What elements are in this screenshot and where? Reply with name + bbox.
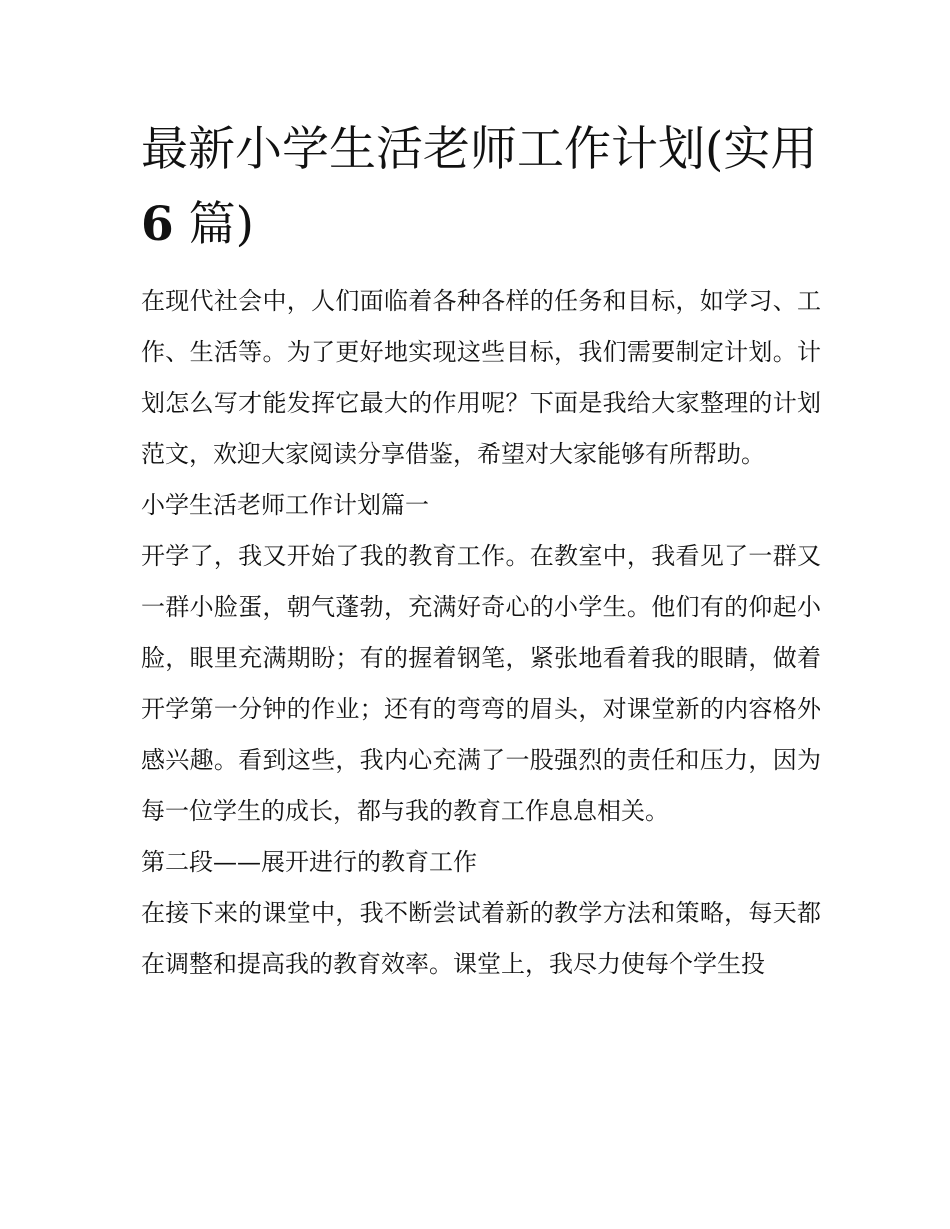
intro-paragraph: 在现代社会中，人们面临着各种各样的任务和目标，如学习、工作、生活等。为了更好地实现这些目标，我们需要制定计划。计划怎么写才能发挥它最大的作用呢？下面是我给大家整理的计划范文，欢迎大家阅读分享借鉴，希望对大家能够有所帮助。 <box>141 287 821 468</box>
section-heading-1: 小学生活老师工作计划篇一 <box>141 491 429 519</box>
document-title <box>141 112 821 262</box>
title-text-part1: 最新小学生活老师工作计划(实用 <box>141 122 818 177</box>
body-paragraph-1: 开学了，我又开始了我的教育工作。在教室中，我看见了一群又一群小脸蛋，朝气蓬勃，充满好奇心的小学生。他们有的仰起小脸，眼里充满期盼；有的握着钢笔，紧张地看着我的眼睛，做着开学第一分钟的作业；还有的弯弯的眉头，对课堂新的内容格外感兴趣。看到这些，我内心充满了一股强烈的责任和压力，因为每一位学生的成长，都与我的教育工作息息相关。 <box>141 542 821 825</box>
body-paragraph-2: 在接下来的课堂中，我不断尝试着新的教学方法和策略，每天都在调整和提高我的教育效率。课堂上，我尽力使每个学生投 <box>141 899 821 978</box>
title-number: 6 <box>141 197 174 252</box>
section-heading-2: 第二段——展开进行的教育工作 <box>141 848 477 876</box>
document-body <box>141 276 821 990</box>
title-text-part2: 篇) <box>188 197 254 252</box>
